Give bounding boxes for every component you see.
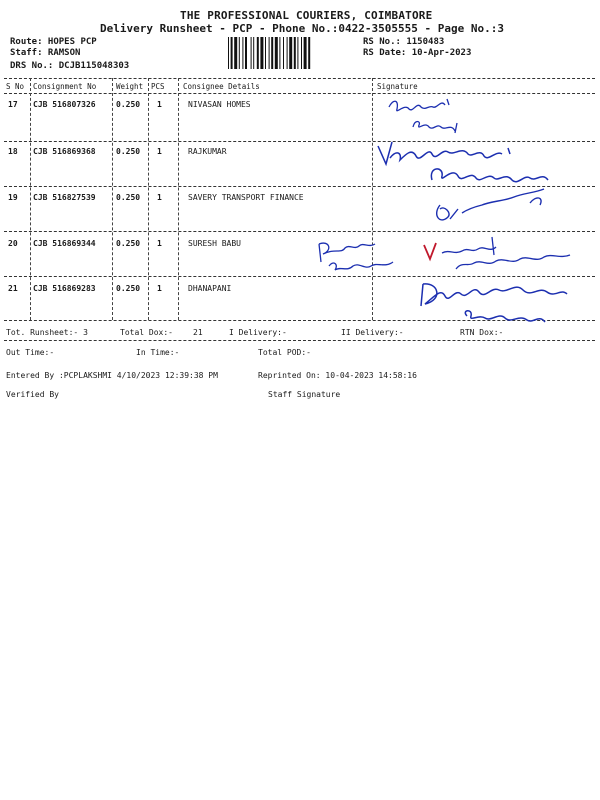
runsheet-title: Delivery Runsheet - PCP - Phone No.:0422-3505555 - Page No.:3 (100, 22, 504, 35)
col-divider (112, 78, 113, 320)
signature-row19-image (430, 185, 560, 239)
col-weight-header: Weight (116, 82, 144, 91)
col-signature-header: Signature (377, 82, 418, 91)
row-weight: 0.250 (116, 100, 141, 109)
reprinted-on: Reprinted On: 10-04-2023 14:58:16 (258, 371, 417, 380)
barcode-image (228, 37, 352, 69)
col-consignment-header: Consignment No (33, 82, 97, 91)
row-consignee: SURESH BABU (188, 239, 241, 248)
verified-by: Verified By (6, 390, 59, 399)
row-sno: 19 (8, 193, 18, 202)
company-title: THE PROFESSIONAL COURIERS, COIMBATORE (180, 9, 433, 22)
table-top-rule (4, 78, 595, 79)
row-consignee: RAJKUMAR (188, 147, 227, 156)
staff-signature-label: Staff Signature (268, 390, 341, 399)
tot-runsheet: Tot. Runsheet:- 3 (6, 328, 88, 337)
signature-row20-image (420, 233, 580, 282)
total-pod: Total POD:- (258, 348, 311, 357)
row-consignment: CJB 516869344 (33, 239, 96, 248)
row-sno: 18 (8, 147, 18, 156)
ii-delivery: II Delivery:- (341, 328, 404, 337)
staff-label: Staff: RAMSON (10, 48, 81, 58)
row-pcs: 1 (157, 147, 162, 156)
row-weight: 0.250 (116, 193, 141, 202)
total-dox-value: 21 (193, 328, 203, 337)
row-consignment: CJB 516869368 (33, 147, 96, 156)
row-consignee: DHANAPANI (188, 284, 232, 293)
out-time: Out Time:- (6, 348, 55, 357)
col-sno-header: S No (6, 82, 25, 91)
row-pcs: 1 (157, 100, 162, 109)
row-consignment: CJB 516807326 (33, 100, 96, 109)
col-divider (178, 78, 179, 320)
row-weight: 0.250 (116, 147, 141, 156)
i-delivery: I Delivery:- (229, 328, 287, 337)
row-pcs: 1 (157, 284, 162, 293)
rs-number: RS No.: 1150483 (363, 37, 445, 47)
total-dox-label: Total Dox:- (120, 328, 173, 337)
row-pcs: 1 (157, 239, 162, 248)
row-consignee: NIVASAN HOMES (188, 100, 251, 109)
col-consignee-header: Consignee Details (183, 82, 260, 91)
rtn-dox: RTN Dox:- (460, 328, 504, 337)
col-divider (148, 78, 149, 320)
in-time: In Time:- (136, 348, 180, 357)
entered-by: Entered By :PCPLAKSHMI 4/10/2023 12:39:38 PM (6, 371, 218, 380)
col-pcs-header: PCS (151, 82, 165, 91)
drs-number: DRS No.: DCJB115048303 (10, 61, 130, 71)
col-divider (30, 78, 31, 320)
row-weight: 0.250 (116, 284, 141, 293)
signature-row20-stamp-image (315, 236, 405, 290)
row-pcs: 1 (157, 193, 162, 202)
row-sno: 17 (8, 100, 18, 109)
row-weight: 0.250 (116, 239, 141, 248)
footer-rule (4, 340, 595, 341)
header-bottom-rule (4, 93, 595, 94)
row-consignment: CJB 516827539 (33, 193, 96, 202)
row-consignee: SAVERY TRANSPORT FINANCE (188, 193, 304, 202)
row-consignment: CJB 516869283 (33, 284, 96, 293)
row-sno: 20 (8, 239, 18, 248)
signature-row21-image (415, 280, 575, 332)
rs-date: RS Date: 10-Apr-2023 (363, 48, 472, 58)
row-sno: 21 (8, 284, 18, 293)
route-label: Route: HOPES PCP (10, 37, 97, 47)
